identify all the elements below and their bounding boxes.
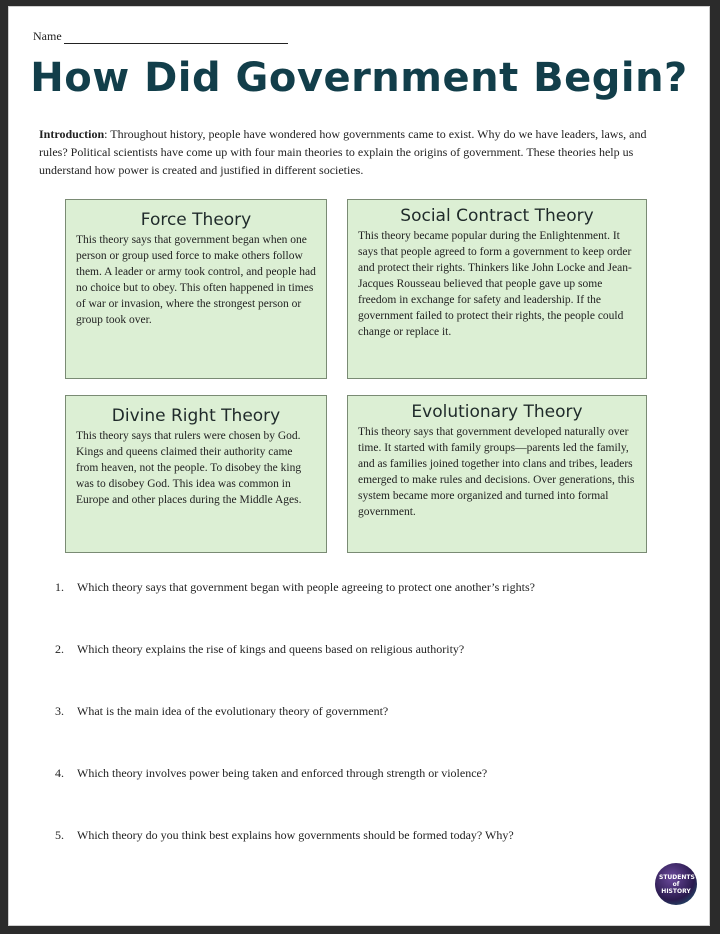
force-theory-text: This theory says that government began when one person or group used force to make others follow them. A leader or army took control, and people had no choice but to obey. This often happened in times of war or invasion, where the strongest person or group took over. xyxy=(76,234,316,326)
question-number: 4. xyxy=(55,766,64,780)
divine-right-theory-box xyxy=(65,395,327,553)
force-theory-title: Force Theory xyxy=(140,210,252,230)
force-theory-box xyxy=(65,199,327,379)
question-item xyxy=(55,579,675,641)
question-item xyxy=(55,703,675,765)
question-text: Which theory says that government began with people agreeing to protect one another’s rights? xyxy=(77,580,535,594)
name-blank-line[interactable] xyxy=(64,31,288,44)
introduction-paragraph xyxy=(39,125,673,179)
name-field xyxy=(33,29,288,44)
question-number: 2. xyxy=(55,642,64,656)
evolutionary-theory-text: This theory says that government developed naturally over time. It started with family groups—parents led the family, and as families joined together into clans and tribes, leaders emerged to make rules and decisions. Over generations, this system became more organized and turned into formal government. xyxy=(358,426,635,518)
question-item xyxy=(55,765,675,827)
worksheet-page xyxy=(8,6,710,926)
introduction-text: : Throughout history, people have wondered how governments came to exist. Why do we have leaders, laws, and rules? Political scientists have come up with four main theories to explain the origins of government. These theories help us understand how power is created and justified in different societies. xyxy=(39,127,647,177)
question-text: Which theory explains the rise of kings and queens based on religious authority? xyxy=(77,642,465,656)
question-text: What is the main idea of the evolutionary theory of government? xyxy=(77,704,389,718)
question-item xyxy=(55,641,675,703)
social-contract-theory-box xyxy=(347,199,647,379)
publisher-logo-text: STUDENTS of HISTORY xyxy=(659,873,695,895)
question-item xyxy=(55,827,675,889)
name-label: Name xyxy=(33,29,62,43)
evolutionary-theory-title: Evolutionary Theory xyxy=(411,402,583,422)
question-text: Which theory do you think best explains how governments should be formed today? Why? xyxy=(77,828,514,842)
page-title: How Did Government Begin? xyxy=(30,55,688,101)
introduction-label: Introduction xyxy=(39,127,105,141)
divine-right-theory-text: This theory says that rulers were chosen by God. Kings and queens claimed their authority came from heaven, not the people. To disobey the king was to disobey God. This idea was common in Europe and other places during the Middle Ages. xyxy=(76,430,302,506)
publisher-logo xyxy=(655,863,697,905)
evolutionary-theory-box xyxy=(347,395,647,553)
question-number: 1. xyxy=(55,580,64,594)
social-contract-theory-text: This theory became popular during the Enlightenment. It says that people agreed to form a government to keep order and protect their rights. Thinkers like John Locke and Jean-Jacques Rousseau believed that people gave up some freedom in exchange for safety and leadership. If the government failed to protect their rights, the people could change or replace it. xyxy=(358,230,632,338)
social-contract-theory-title: Social Contract Theory xyxy=(400,206,594,226)
question-number: 3. xyxy=(55,704,64,718)
question-list xyxy=(55,579,675,889)
question-number: 5. xyxy=(55,828,64,842)
question-text: Which theory involves power being taken and enforced through strength or violence? xyxy=(77,766,488,780)
divine-right-theory-title: Divine Right Theory xyxy=(111,406,281,426)
